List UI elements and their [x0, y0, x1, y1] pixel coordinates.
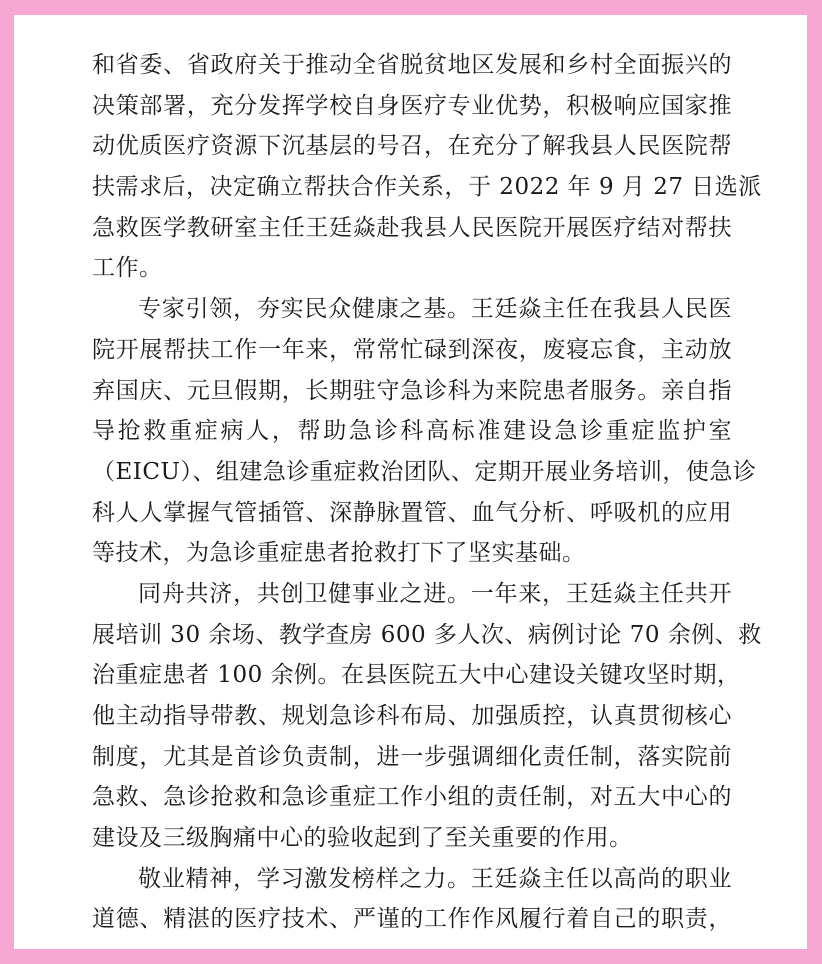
document-page	[14, 15, 807, 949]
text-line: 等技术，为急诊重症患者抢救打下了坚实基础。	[92, 540, 586, 567]
text-line: 动优质医疗资源下沉基层的号召，在充分了解我县人民医院帮	[92, 133, 732, 160]
text-line: 他主动指导带教、规划急诊科布局、加强质控，认真贯彻核心	[92, 703, 732, 729]
text-line: 展培训 30 余场、教学查房 600 多人次、病例讨论 70 余例、救	[92, 621, 762, 648]
text-line: 扶需求后，决定确立帮扶合作关系，于 2022 年 9 月 27 日选派	[92, 174, 762, 201]
text-line: 急救、急诊抢救和急诊重症工作小组的责任制，对五大中心的	[92, 784, 732, 811]
text-line: 决策部署，充分发挥学校自身医疗专业优势，积极响应国家推	[92, 92, 732, 119]
text-line: 弃国庆、元旦假期，长期驻守急诊科为来院患者服务。亲自指	[92, 377, 732, 404]
text-line: 科人人掌握气管插管、深静脉置管、血气分析、呼吸机的应用	[92, 499, 732, 526]
paragraph-first-line: 专家引领，夯实民众健康之基。王廷焱主任在我县人民医	[138, 296, 732, 323]
text-line: 建设及三级胸痛中心的验收起到了至关重要的作用。	[92, 825, 633, 852]
document-body	[92, 45, 762, 940]
text-line: 和省委、省政府关于推动全省脱贫地区发展和乡村全面振兴的	[92, 52, 732, 78]
text-line: 院开展帮扶工作一年来，常常忙碌到深夜，废寝忘食，主动放	[92, 336, 732, 363]
text-line: 工作。	[92, 255, 163, 282]
text-line: 治重症患者 100 余例。在县医院五大中心建设关键攻坚时期，	[92, 662, 741, 689]
text-line: 导抢救重症病人，帮助急诊科高标准建设急诊重症监护室	[92, 418, 732, 445]
text-line: 道德、精湛的医疗技术、严谨的工作作风履行着自己的职责，	[92, 906, 732, 933]
text-line: （EICU）、组建急诊重症救治团队、定期开展业务培训，使急诊	[92, 458, 757, 485]
paragraph-first-line: 同舟共济，共创卫健事业之进。一年来，王廷焱主任共开	[138, 580, 732, 607]
text-line: 制度，尤其是首诊负责制，进一步强调细化责任制，落实院前	[92, 743, 732, 770]
paragraph-first-line: 敬业精神，学习激发榜样之力。王廷焱主任以高尚的职业	[138, 865, 732, 892]
text-line: 急救医学教研室主任王廷焱赴我县人民医院开展医疗结对帮扶	[92, 214, 732, 241]
